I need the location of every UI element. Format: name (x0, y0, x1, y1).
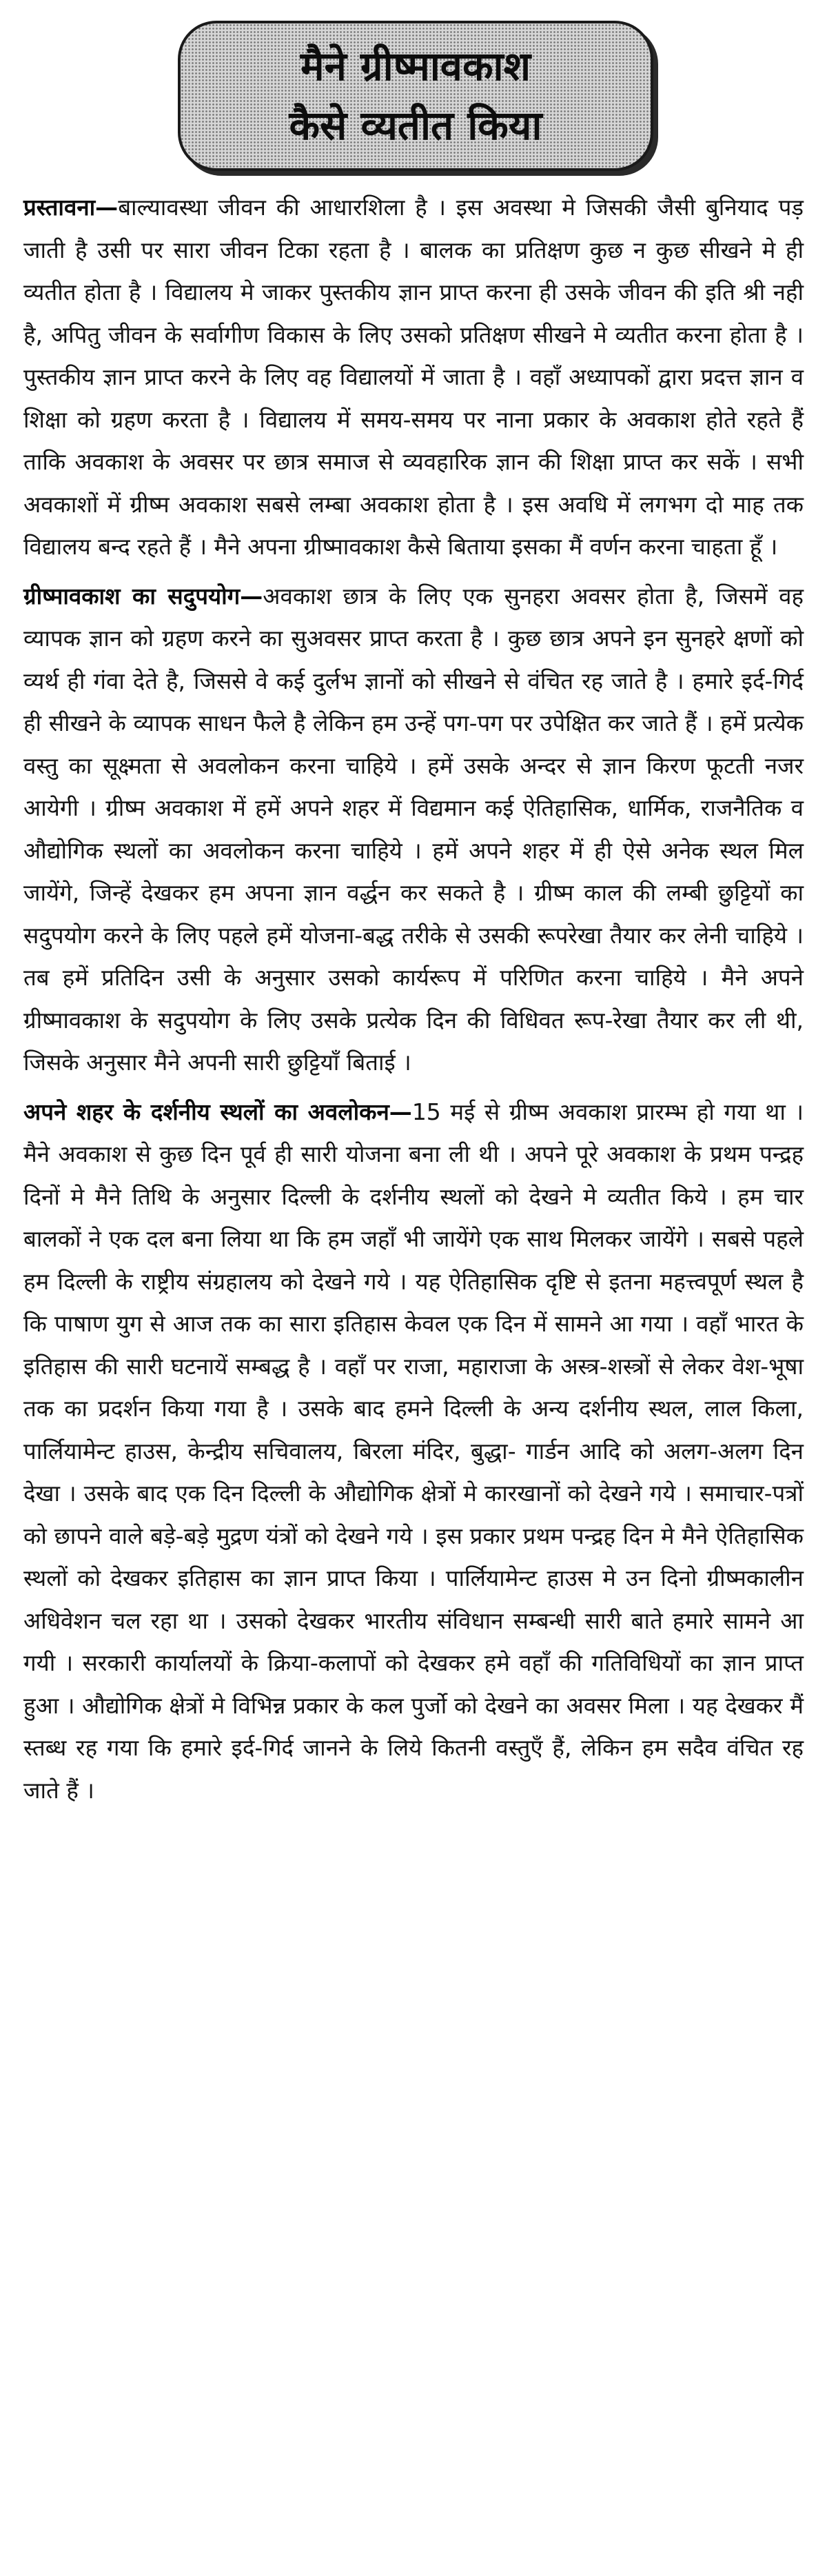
title-line-1: मैने ग्रीष्मावकाश (300, 43, 531, 90)
paragraph-city-sightseeing (23, 1091, 804, 1812)
paragraph-body: 15 मई से ग्रीष्म अवकाश प्रारम्भ हो गया था । मैने अवकाश से कुछ दिन पूर्व ही सारी योजना बना ली थी । अपने पूरे अवकाश के प्रथम पन्द्रह दिनों मे मैने तिथि के अनुसार दिल्ली के दर्शनीय स्थलों को देखने मे व्यतीत किये । हम चार बालकों ने एक दल बना लिया था कि हम जहाँ भी जायेंगे एक साथ मिलकर जायेंगे । सबसे पहले हम दिल्ली के राष्ट्रीय संग्रहालय को देखने गये । यह ऐतिहासिक दृष्टि से इतना महत्त्वपूर्ण स्थल है कि पाषाण युग से आज तक का सारा इतिहास केवल एक दिन में सामने आ गया । वहाँ भारत के इतिहास की सारी घटनायें सम्बद्ध है । वहाँ पर राजा, महाराजा के अस्त्र-शस्त्रों से लेकर वेश-भूषा तक का प्रदर्शन किया गया है । उसके बाद हमने दिल्ली के अन्य दर्शनीय स्थल, लाल किला, पार्लियामेन्ट हाउस, केन्द्रीय सचिवालय, बिरला मंदिर, बुद्धा- गार्डन आदि को अलग-अलग दिन देखा । उसके बाद एक दिन दिल्ली के औद्योगिक क्षेत्रों मे कारखानों को देखने गये । समाचार-पत्रों को छापने वाले बड़े-बड़े मुद्रण यंत्रों को देखने गये । इस प्रकार प्रथम पन्द्रह दिन मे मैने ऐतिहासिक स्थलों को देखकर इतिहास का ज्ञान प्राप्त किया । पार्लियामेन्ट हाउस मे उन दिनो ग्रीष्मकालीन अधिवेशन चल रहा था । उसको देखकर भारतीय संविधान सम्बन्धी सारी बाते हमारे सामने आ गयी । सरकारी कार्यालयों के क्रिया-कलापों को देखकर हमे वहाँ की गतिविधियों का ज्ञान प्राप्त हुआ । औद्योगिक क्षेत्रों मे विभिन्न प्रकार के कल पुर्जो को देखने का अवसर मिला । यह देखकर मैं स्तब्ध रह गया कि हमारे इर्द-गिर्द जानने के लिये कितनी वस्तुएँ हैं, लेकिन हम सदैव वंचित रह जाते हैं । (23, 1098, 804, 1804)
paragraph-heading: प्रस्तावना— (23, 194, 119, 221)
title-line-2: कैसे व्यतीत किया (289, 102, 542, 149)
paragraph-heading: ग्रीष्मावकाश का सदुपयोग— (23, 582, 263, 610)
paragraph-body: बाल्यावस्था जीवन की आधारशिला है । इस अवस्था मे जिसकी जैसी बुनियाद पड़ जाती है उसी पर सारा जीवन टिका रहता है । बालक का प्रतिक्षण कुछ न कुछ सीखने मे ही व्यतीत होता है । विद्यालय मे जाकर पुस्तकीय ज्ञान प्राप्त करना ही उसके जीवन की इति श्री नही है, अपितु जीवन के सर्वागीण विकास के लिए उसको प्रतिक्षण सीखने मे व्यतीत करना होता है । पुस्तकीय ज्ञान प्राप्त करने के लिए वह विद्यालयों में जाता है । वहाँ अध्यापकों द्वारा प्रदत्त ज्ञान व शिक्षा को ग्रहण करता है । विद्यालय में समय-समय पर नाना प्रकार के अवकाश होते रहते हैं ताकि अवकाश के अवसर पर छात्र समाज से व्यवहारिक ज्ञान की शिक्षा प्राप्त कर सकें । सभी अवकाशों में ग्रीष्म अवकाश सबसे लम्बा अवकाश होता है । इस अवधि में लगभग दो माह तक विद्यालय बन्द रहते हैं । मैने अपना ग्रीष्मावकाश कैसे बिताया इसका मैं वर्णन करना चाहता हूँ । (23, 194, 804, 560)
paragraph-body: अवकाश छात्र के लिए एक सुनहरा अवसर होता है, जिसमें वह व्यापक ज्ञान को ग्रहण करने का सुअवसर प्राप्त करता है । कुछ छात्र अपने इन सुनहरे क्षणों को व्यर्थ ही गंवा देते है, जिससे वे कई दुर्लभ ज्ञानों को सीखने से वंचित रह जाते है । हमारे इर्द-गिर्द ही सीखने के व्यापक साधन फैले है लेकिन हम उन्हें पग-पग पर उपेक्षित कर जाते हैं । हमें प्रत्येक वस्तु का सूक्ष्मता से अवलोकन करना चाहिये । हमें उसके अन्दर से ज्ञान किरण फूटती नजर आयेगी । ग्रीष्म अवकाश में हमें अपने शहर में विद्यमान कई ऐतिहासिक, धार्मिक, राजनैतिक व औद्योगिक स्थलों का अवलोकन करना चाहिये । हमें अपने शहर में ही ऐसे अनेक स्थल मिल जायेंगे, जिन्हें देखकर हम अपना ज्ञान वर्द्धन कर सकते है । ग्रीष्म काल की लम्बी छुट्टियों का सदुपयोग करने के लिए पहले हमें योजना-बद्ध तरीके से उसकी रूपरेखा तैयार कर लेनी चाहिये । तब हमें प्रतिदिन उसी के अनुसार उसको कार्यरूप में परिणित करना चाहिये । मैने अपने ग्रीष्मावकाश के सदुपयोग के लिए उसके प्रत्येक दिन की विधिवत रूप-रेखा तैयार कर ली थी, जिसके अनुसार मैने अपनी सारी छुट्टियाँ बिताई । (23, 582, 804, 1076)
paragraph-vacation-use (23, 575, 804, 1084)
paragraph-introduction (23, 186, 804, 568)
title-banner (178, 21, 653, 171)
paragraph-heading: अपने शहर के दर्शनीय स्थलों का अवलोकन— (23, 1098, 412, 1125)
